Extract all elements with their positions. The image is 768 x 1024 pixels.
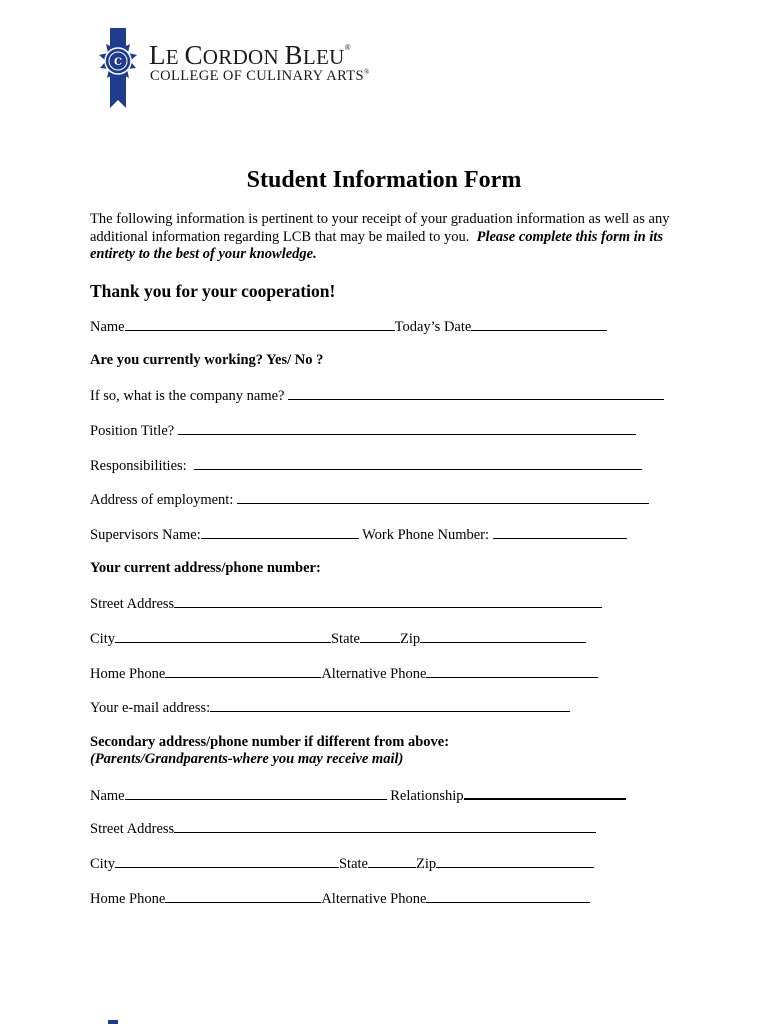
email-row: [90, 699, 570, 717]
sec-city-field[interactable]: [115, 855, 339, 868]
sec-home-phone-label: Home Phone: [90, 891, 166, 907]
zip-field[interactable]: [420, 630, 586, 643]
company-row: [90, 387, 664, 405]
sec-name-label: Name: [90, 788, 125, 804]
state-label: State: [330, 631, 360, 647]
relationship-label: Relationship: [390, 788, 464, 804]
sec-alt-phone-label: Alternative Phone: [321, 891, 427, 907]
date-label: Today’s Date: [394, 319, 472, 335]
supervisor-field[interactable]: [201, 526, 359, 539]
street-field[interactable]: [174, 595, 602, 608]
home-phone-row: [90, 665, 598, 683]
name-date-row: [90, 318, 607, 336]
working-question: Are you currently working? Yes/ No ?: [90, 352, 324, 368]
street-label: Street Address: [90, 596, 175, 612]
employment-address-label: Address of employment:: [90, 492, 234, 508]
supervisor-label: Supervisors Name:: [90, 527, 201, 543]
company-label: If so, what is the company name?: [90, 388, 285, 404]
footer-brand-mark: [108, 1020, 118, 1024]
employment-address-field[interactable]: [237, 491, 649, 504]
city-field[interactable]: [115, 630, 331, 643]
supervisor-row: [90, 526, 627, 544]
svg-text:C: C: [114, 57, 122, 68]
page-title: Student Information Form: [246, 167, 522, 193]
alt-phone-field[interactable]: [426, 665, 598, 678]
sec-name-row: [90, 786, 626, 805]
logo-title: LE CORDON BLEU®: [149, 40, 351, 70]
email-label: Your e-mail address:: [90, 700, 211, 716]
company-field[interactable]: [288, 387, 664, 400]
sec-city-row: [90, 855, 594, 873]
thanks-heading: Thank you for your cooperation!: [90, 281, 336, 301]
sec-alt-phone-field[interactable]: [426, 890, 590, 903]
sec-city-label: City: [90, 856, 115, 872]
zip-label: Zip: [399, 631, 421, 647]
intro-emphasis: Please complete this form in its entirety to the best of your knowledge.: [90, 228, 664, 262]
street-row: [90, 595, 602, 613]
position-label: Position Title?: [90, 423, 175, 439]
responsibilities-row: [90, 457, 642, 475]
home-phone-field[interactable]: [165, 665, 321, 678]
intro-text: The following information is pertinent to your receipt of your graduation information as well as any additional information regarding LCB that may be mailed to you.: [90, 211, 670, 245]
alt-phone-label: Alternative Phone: [321, 666, 427, 682]
secondary-heading: Secondary address/phone number if different from above:: [90, 734, 450, 750]
sec-street-row: [90, 820, 596, 838]
sec-street-label: Street Address: [90, 821, 175, 837]
current-address-heading: Your current address/phone number:: [90, 560, 321, 576]
position-row: [90, 422, 636, 440]
name-label: Name: [90, 319, 125, 335]
city-row: [90, 630, 586, 648]
date-field[interactable]: [471, 318, 607, 331]
responsibilities-label: Responsibilities:: [90, 458, 187, 474]
sec-home-phone-field[interactable]: [165, 890, 321, 903]
school-logo: [92, 28, 392, 110]
state-field[interactable]: [360, 630, 400, 643]
name-field[interactable]: [125, 318, 395, 331]
sec-zip-field[interactable]: [436, 855, 594, 868]
employment-address-row: [90, 491, 649, 509]
sec-zip-label: Zip: [415, 856, 437, 872]
sec-state-label: State: [338, 856, 368, 872]
sec-street-field[interactable]: [174, 820, 596, 833]
sec-state-field[interactable]: [368, 855, 416, 868]
work-phone-label: Work Phone Number:: [362, 527, 490, 543]
email-field[interactable]: [210, 699, 570, 712]
city-label: City: [90, 631, 115, 647]
position-field[interactable]: [178, 422, 636, 435]
intro-paragraph: [90, 211, 690, 264]
responsibilities-field[interactable]: [194, 457, 642, 470]
relationship-field[interactable]: [464, 786, 626, 800]
logo-subtitle: COLLEGE OF CULINARY ARTS®: [150, 68, 370, 84]
sec-name-field[interactable]: [125, 787, 387, 800]
work-phone-field[interactable]: [493, 526, 627, 539]
sec-home-phone-row: [90, 890, 590, 908]
home-phone-label: Home Phone: [90, 666, 166, 682]
secondary-note: (Parents/Grandparents-where you may receive mail): [90, 751, 404, 767]
cordon-bleu-emblem-icon: [92, 28, 144, 108]
